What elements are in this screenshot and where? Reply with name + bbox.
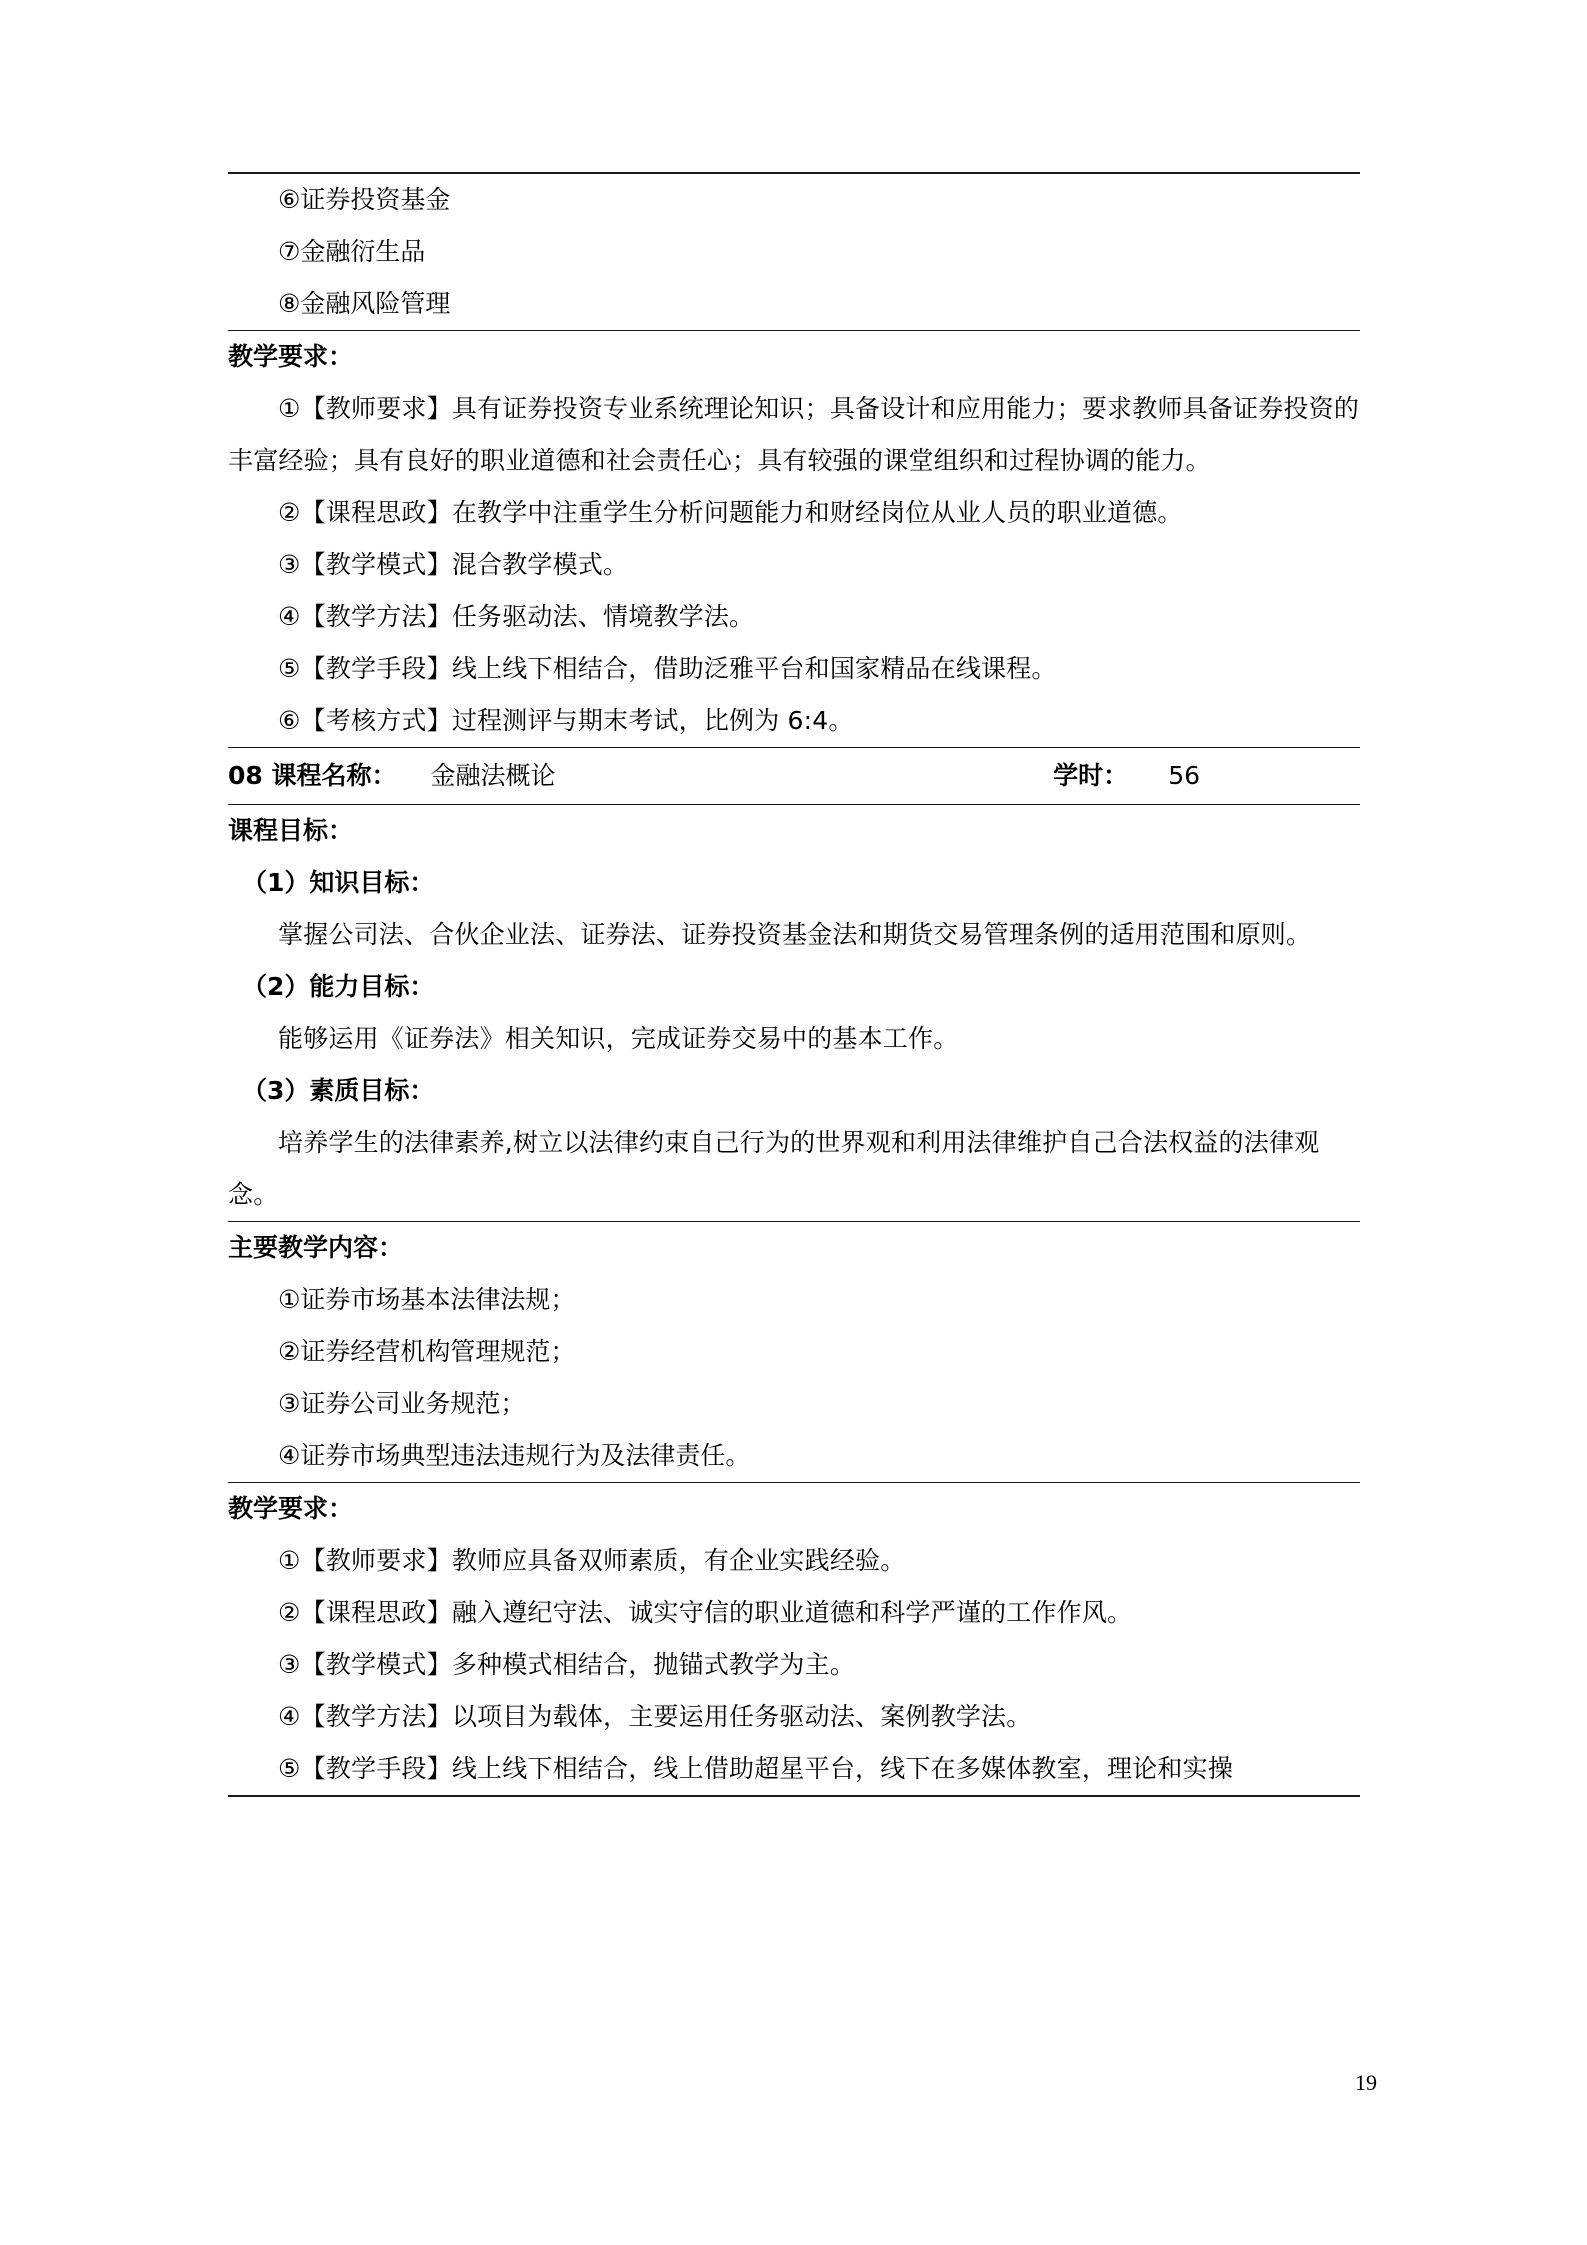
- objective-text: 掌握公司法、合伙企业法、证券法、证券投资基金法和期货交易管理条例的适用范围和原则。: [278, 920, 1312, 949]
- objective-text: 培养学生的法律素养,树立以法律约束自己行为的世界观和利用法律维护自己合法权益的法律观念。: [228, 1128, 1320, 1209]
- main-teaching-content-section: [228, 1222, 1360, 1482]
- list-item: ①证券市场基本法律法规；: [278, 1285, 576, 1314]
- section-heading: 主要教学内容：: [228, 1233, 404, 1262]
- course-hours-label: 学时：: [1053, 761, 1129, 790]
- requirement-item: ③【教学模式】混合教学模式。: [278, 550, 629, 579]
- list-item: ③证券公司业务规范；: [278, 1389, 526, 1418]
- list-item: ⑧金融风险管理: [278, 289, 451, 318]
- table-border-bottom: [228, 1795, 1360, 1797]
- course-objectives-section: [228, 805, 1360, 1221]
- requirement-item: ②【课程思政】在教学中注重学生分析问题能力和财经岗位从业人员的职业道德。: [278, 498, 1183, 527]
- list-item: ④证券市场典型违法违规行为及法律责任。: [278, 1441, 751, 1470]
- section-heading: 课程目标：: [228, 816, 354, 845]
- requirement-item: ⑤【教学手段】线上线下相结合，借助泛雅平台和国家精品在线课程。: [278, 654, 1057, 683]
- requirement-item: ②【课程思政】融入遵纪守法、诚实守信的职业道德和科学严谨的工作作风。: [278, 1598, 1133, 1627]
- list-item: ⑦金融衍生品: [278, 237, 426, 266]
- objective-title: （1）知识目标：: [242, 868, 435, 897]
- requirement-item: ①【教师要求】教师应具备双师素质，有企业实践经验。: [278, 1546, 906, 1575]
- course-code-label: 08 课程名称：: [228, 761, 397, 790]
- teaching-requirements-section-2: [228, 1483, 1360, 1795]
- requirement-item: ④【教学方法】以项目为载体，主要运用任务驱动法、案例教学法。: [278, 1702, 1032, 1731]
- top-list-block: [228, 174, 1360, 330]
- section-heading: 教学要求：: [228, 342, 354, 371]
- requirement-item: ①【教师要求】具有证券投资专业系统理论知识；具备设计和应用能力；要求教师具备证券投资的丰富经验；具有良好的职业道德和社会责任心；具有较强的课堂组织和过程协调的能力。: [228, 394, 1360, 475]
- objective-title: （3）素质目标：: [242, 1076, 435, 1105]
- list-item: ②证券经营机构管理规范；: [278, 1337, 576, 1366]
- teaching-requirements-section-1: [228, 331, 1360, 747]
- course-hours-value: 56: [1168, 761, 1200, 790]
- list-item: ⑥证券投资基金: [278, 185, 451, 214]
- page-number: 19: [1355, 2070, 1377, 2095]
- course-name: 金融法概论: [430, 761, 556, 790]
- course-title-row: [228, 748, 1360, 804]
- objective-text: 能够运用《证券法》相关知识，完成证券交易中的基本工作。: [278, 1024, 959, 1053]
- requirement-item: ③【教学模式】多种模式相结合，抛锚式教学为主。: [278, 1650, 856, 1679]
- requirement-item: ⑤【教学手段】线上线下相结合，线上借助超星平台，线下在多媒体教室，理论和实操: [278, 1754, 1234, 1783]
- requirement-item: ④【教学方法】任务驱动法、情境教学法。: [278, 602, 755, 631]
- requirement-item: ⑥【考核方式】过程测评与期末考试，比例为 6:4。: [278, 706, 854, 735]
- page-content: [228, 172, 1360, 1797]
- section-heading: 教学要求：: [228, 1494, 354, 1523]
- objective-title: （2）能力目标：: [242, 972, 435, 1001]
